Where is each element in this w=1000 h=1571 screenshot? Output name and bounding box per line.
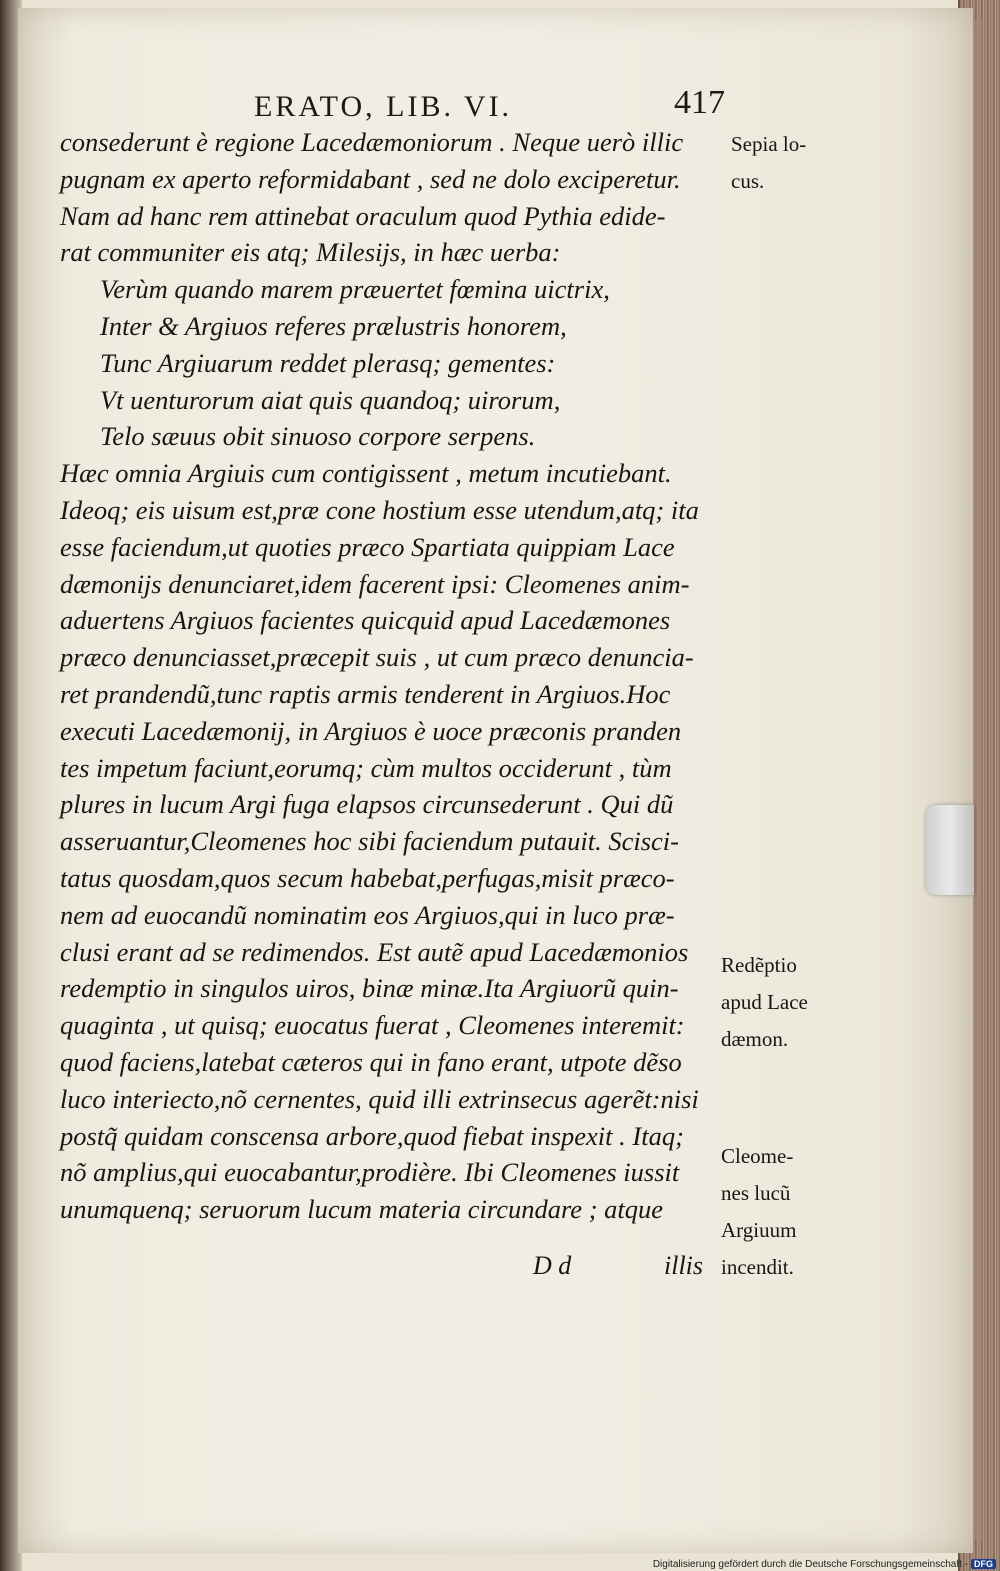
- running-title: ERATO, LIB. VI.: [254, 90, 513, 123]
- margin-note-line: Sepia lo-: [731, 132, 807, 156]
- page-number: 417: [674, 84, 725, 121]
- text-line: clusi erant ad se redimendos. Est autẽ apud Lacedæmonios: [60, 936, 689, 967]
- text-line: plures in lucum Argi fuga elapsos circunsederunt . Qui dũ: [60, 789, 674, 820]
- margin-note-line: incendit.: [721, 1255, 794, 1279]
- verse-line: Verùm quando marem præuertet fœmina uictrix,: [100, 274, 610, 305]
- text-line: redemptio in singulos uiros, binæ minæ.Ita Argiuorũ quin-: [60, 973, 679, 1004]
- verse-line: Inter & Argiuos referes prælustris honorem,: [100, 310, 567, 341]
- text-line: luco interiecto,nõ cernentes, quid illi extrinsecus agerẽt:nisi: [60, 1083, 699, 1114]
- text-line: nõ amplius,qui euocabantur,prodière. Ibi Cleomenes iussit: [60, 1157, 680, 1188]
- bookmark-clip: [926, 805, 974, 895]
- verse-line: Telo sæuus obit sinuoso corpore serpens.: [100, 421, 536, 452]
- catchword: illis: [664, 1251, 704, 1280]
- text-line: quaginta , ut quisq; euocatus fuerat , Cleomenes interemit:: [60, 1010, 685, 1041]
- text-line: unumquenq; seruorum lucum materia circundare ; atque: [60, 1194, 664, 1225]
- text-line: quod faciens,latebat cæteros qui in fano erant, utpote dẽso: [60, 1046, 682, 1077]
- verse-line: Vt uenturorum aiat quis quandoq; uirorum,: [100, 384, 561, 415]
- margin-note-cleomenes: [721, 1138, 796, 1286]
- footer-text: Digitalisierung gefördert durch die Deutsche Forschungsgemeinschaft -: [652, 1559, 968, 1570]
- text-line: tes impetum faciunt,eorumq; cùm multos occiderunt , tùm: [60, 752, 672, 783]
- dfg-logo: DFG: [971, 1559, 996, 1569]
- text-line: postq̃ quidam conscensa arbore,quod fiebat inspexit . Itaq;: [60, 1120, 684, 1151]
- text-line: consederunt è regione Lacedæmoniorum . Neque uerò illic: [60, 127, 684, 157]
- text-line: rat communiter eis atq; Milesijs, in hæc uerba:: [60, 237, 561, 268]
- text-line: pugnam ex aperto reformidabant , sed ne dolo exciperetur.: [60, 163, 681, 194]
- margin-note-line: Argiuum: [721, 1218, 797, 1242]
- text-line: aduertens Argiuos facientes quicquid apud Lacedæmones: [60, 605, 671, 636]
- text-line: asseruantur,Cleomenes hoc sibi faciendum putauit. Scisci-: [60, 826, 679, 857]
- text-line: dæmonijs denunciaret,idem facerent ipsi: Cleomenes anim-: [60, 568, 690, 599]
- text-line: ret prandendũ,tunc raptis armis tenderent in Argiuos.Hoc: [60, 678, 671, 709]
- digitization-footer: [653, 1559, 996, 1570]
- text-line: præco denunciasset,præcepit suis , ut cum præco denuncia-: [60, 642, 694, 673]
- margin-note-line: Redẽptio: [721, 953, 797, 977]
- page-edges-shadow: [974, 20, 982, 1540]
- main-text-block: [60, 124, 730, 1228]
- text-line: executi Lacedæmonij, in Argiuos è uoce præconis pranden: [60, 715, 682, 746]
- text-line: Nam ad hanc rem attinebat oraculum quod Pythia edide-: [60, 200, 666, 231]
- margin-note-line: apud Lace: [721, 990, 808, 1014]
- text-line: nem ad euocandũ nominatim eos Argiuos,qui in luco præ-: [60, 899, 675, 930]
- text-line: esse faciendum,ut quoties præco Spartiata quippiam Lace: [60, 531, 675, 562]
- signature-mark: D d: [533, 1251, 572, 1280]
- margin-note-line: dæmon.: [721, 1027, 789, 1051]
- verse-line: Tunc Argiuarum reddet plerasq; gementes:: [100, 347, 556, 378]
- margin-note-redemptio: [721, 947, 808, 1058]
- text-line: Ideoq; eis uisum est,præ cone hostium esse utendum,atq; ita: [60, 494, 699, 525]
- margin-note-line: nes lucũ: [721, 1181, 791, 1205]
- margin-note-line: Cleome-: [721, 1144, 794, 1168]
- text-line: Hæc omnia Argiuis cum contigissent , metum incutiebant.: [60, 458, 672, 489]
- text-line: tatus quosdam,quos secum habebat,perfugas,misit præco-: [60, 862, 675, 893]
- margin-note-line: cus.: [731, 169, 765, 193]
- margin-note-sepia: [731, 126, 806, 200]
